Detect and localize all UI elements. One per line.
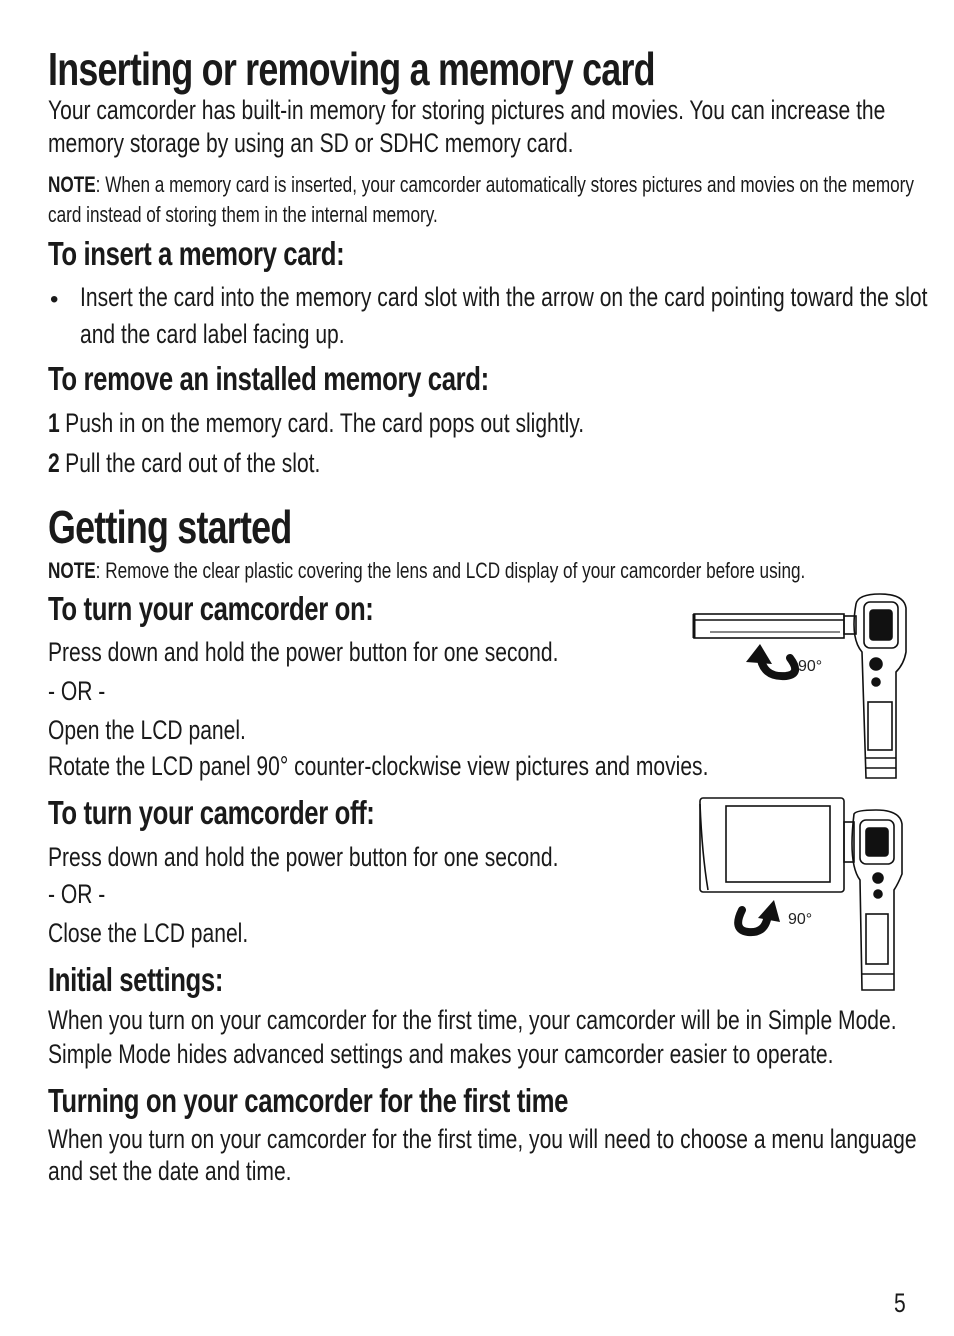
lcd-panel-shape [694,614,844,638]
turn-on-heading: To turn your camcorder on: [48,590,374,627]
page-title-memory-card: Inserting or removing a memory card [48,43,655,95]
turn-off-line-2: Close the LCD panel. [48,918,249,948]
remove-step-1 [48,408,584,439]
note-label: NOTE [48,172,96,197]
first-time-line-2: and set the date and time. [48,1156,292,1186]
turn-off-heading: To turn your camcorder off: [48,794,375,831]
remove-step-2 [48,448,320,479]
first-time-heading: Turning on your camcorder for the first time [48,1082,569,1119]
insert-instruction-line-2: and the card label facing up. [80,319,345,349]
turn-off-or: - OR - [48,879,106,909]
page-number: 5 [894,1288,906,1318]
camcorder-open-figure [690,592,915,784]
memory-note-line-1 [48,172,914,198]
turn-on-or: - OR - [48,676,106,706]
step-text: Push in on the memory card. The card pops out slightly. [65,408,585,438]
rotate-close-angle-label: 90° [788,911,813,928]
turn-on-line-1: Press down and hold the power button for one second. [48,637,559,667]
turn-on-line-3: Rotate the LCD panel 90° counter-clockwise view pictures and movies. [48,751,709,781]
insert-card-heading: To insert a memory card: [48,235,345,272]
initial-settings-heading: Initial settings: [48,961,224,998]
first-time-line-1: When you turn on your camcorder for the first time, you will need to choose a menu language [48,1124,917,1154]
bullet-icon: • [50,286,59,313]
intro-text-line-2: memory storage by using an SD or SDHC memory card. [48,128,574,158]
intro-text-line-1: Your camcorder has built-in memory for storing pictures and movies. You can increase the [48,95,886,125]
turn-on-line-2: Open the LCD panel. [48,715,246,745]
initial-settings-line-2: Simple Mode hides advanced settings and makes your camcorder easier to operate. [48,1039,834,1069]
step-text: Pull the card out of the slot. [65,448,321,478]
remove-card-heading: To remove an installed memory card: [48,360,489,397]
step-number: 1 [48,408,60,438]
memory-note-line-2: card instead of storing them in the internal memory. [48,202,438,227]
rotate-open-angle-label: 90° [798,658,823,675]
note-label: NOTE [48,558,96,583]
note-text: : Remove the clear plastic covering the lens and LCD display of your camcorder before using. [95,558,806,583]
step-number: 2 [48,448,60,478]
lcd-screen-shape [700,798,844,892]
turn-off-line-1: Press down and hold the power button for one second. [48,842,559,872]
initial-settings-line-1: When you turn on your camcorder for the first time, your camcorder will be in Simple Mode. [48,1005,897,1035]
insert-instruction-line-1: Insert the card into the memory card slot with the arrow on the card pointing toward the slot [80,282,928,312]
page-title-getting-started: Getting started [48,501,292,553]
camcorder-closed-figure [696,794,911,994]
getting-started-note [48,558,805,584]
note-text: : When a memory card is inserted, your camcorder automatically stores pictures and movies on the memory [95,172,914,197]
